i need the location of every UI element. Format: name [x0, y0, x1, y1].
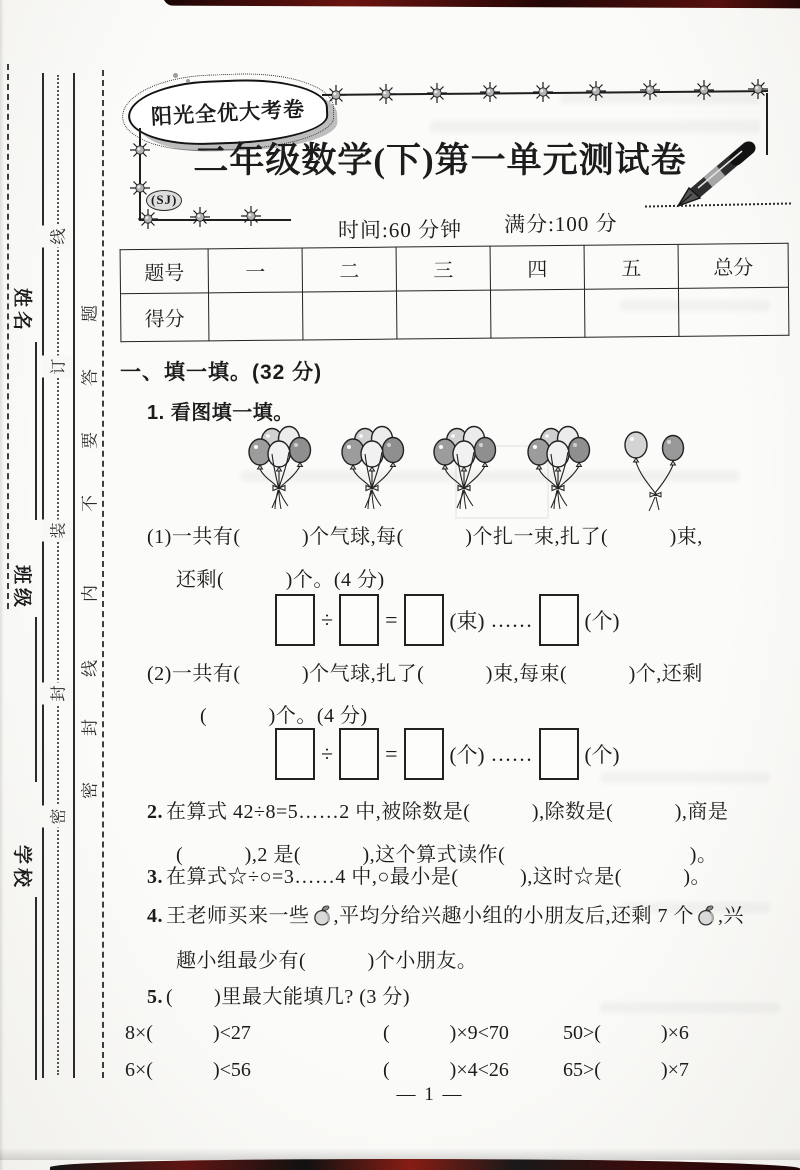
spark-star-icon: [241, 206, 261, 226]
score-table-header: 四: [490, 245, 584, 290]
question-3-text: 在算式☆÷○=3……4 中,○最小是( ),这时☆是( )。: [166, 866, 712, 888]
page-title: 二年级数学(下)第一单元测试卷: [193, 141, 687, 180]
score-cell[interactable]: [490, 289, 584, 338]
score-cell[interactable]: [584, 288, 678, 337]
seal-line-character: 封: [80, 719, 100, 736]
pen-illustration: [648, 138, 793, 210]
score-cell[interactable]: [302, 291, 396, 340]
spark-star-icon: [748, 79, 768, 99]
student-class-blank-line[interactable]: [35, 617, 37, 782]
spark-star-icon: [376, 84, 396, 104]
binding-line-character: 装: [42, 520, 73, 542]
question-2-line-2: ( ),2 是( ),这个算式读作( )。: [176, 844, 718, 866]
question-3-number: 3.: [147, 866, 163, 888]
fill-expression: 50>( )×6: [563, 1022, 689, 1044]
spark-star-icon: [190, 207, 210, 227]
binding-line-character: 订: [42, 356, 73, 378]
question-1-part-2-line-1: (2)一共有( )个气球,扎了( )束,每束( )个,还剩: [147, 663, 703, 685]
question-2-text: 在算式 42÷8=5……2 中,被除数是( ),除数是( ),商是: [166, 801, 729, 823]
score-table-header: 总分: [678, 243, 788, 288]
unit-label: (个): [584, 743, 620, 767]
equals-sign: =: [385, 607, 398, 632]
question-4-text: ,兴: [718, 905, 744, 927]
spark-star-icon: [533, 82, 553, 102]
score-cell[interactable]: [396, 290, 490, 339]
balloon-bunch-illustration: [433, 424, 497, 512]
divide-sign: ÷: [321, 607, 334, 632]
score-table-header: 三: [396, 246, 490, 291]
ghost-smudge: [600, 1002, 780, 1013]
question-5-line-1: [147, 980, 410, 1009]
question-4-line-1: [147, 899, 744, 928]
badge-dot: [173, 73, 178, 78]
unit-label: (束): [449, 609, 485, 633]
scan-left-edge: [0, 0, 4, 1170]
badge-dot: [186, 79, 190, 83]
full-score-label: 满分:100 分: [503, 211, 618, 237]
brand-badge-label: 阳光全优大考卷: [150, 96, 306, 130]
seal-line-character: 要: [80, 432, 100, 449]
score-table-score-row: [120, 287, 788, 341]
edition-badge: (SJ): [146, 190, 182, 211]
answer-box[interactable]: [275, 728, 315, 780]
question-3-line-1: [147, 860, 711, 889]
fill-expression: ( )×9<70: [383, 1022, 509, 1044]
student-school-blank-line[interactable]: [35, 897, 37, 1080]
time-limit-label: 时间:60 分钟: [337, 217, 463, 243]
binding-line-character: 封: [42, 683, 73, 705]
apple-icon: [695, 904, 717, 926]
spark-star-icon: [138, 209, 158, 229]
unit-label: (个): [584, 609, 620, 633]
seal-dashed-line: [102, 70, 104, 1078]
star-chain-line: [139, 219, 291, 221]
student-school-label: 学校: [11, 845, 32, 892]
seal-line-character: 不: [80, 495, 100, 512]
spark-star-icon: [427, 83, 447, 103]
question-2-line-1: [147, 795, 728, 824]
question-2-number: 2.: [147, 801, 163, 823]
binding-line-character: 线: [42, 226, 73, 248]
answer-box[interactable]: [404, 594, 444, 646]
fill-expression: 6×( )<56: [125, 1059, 251, 1081]
fill-expression: ( )×4<26: [383, 1059, 509, 1081]
question-5-number: 5.: [147, 986, 163, 1008]
section-one-heading: 一、填一填。(32 分): [120, 361, 323, 384]
equals-sign: =: [385, 741, 398, 766]
answer-box[interactable]: [339, 728, 379, 780]
student-name-blank-line[interactable]: [35, 342, 37, 520]
division-equation-1: [275, 594, 620, 646]
spark-star-icon: [480, 82, 500, 102]
question-1-part-1-line-1: (1)一共有( )个气球,每( )个扎一束,扎了( )束,: [147, 526, 703, 548]
seal-line-character: 线: [80, 660, 100, 677]
divide-sign: ÷: [321, 741, 334, 766]
score-table-header: 五: [584, 244, 678, 289]
spark-star-icon: [694, 80, 714, 100]
answer-box[interactable]: [275, 594, 315, 646]
remainder-dots: ……: [490, 607, 533, 632]
binding-line-character: 密: [42, 806, 73, 828]
score-cell[interactable]: [678, 287, 788, 336]
spark-star-icon: [130, 140, 150, 160]
balloon-bunch-illustration: [527, 424, 591, 512]
spark-star-icon: [640, 80, 660, 100]
page-edge-dashed-line: [7, 64, 9, 609]
question-4-text: 王老师买来一些: [166, 905, 310, 927]
division-equation-2: [275, 728, 620, 780]
question-1-number: 1.: [147, 402, 165, 424]
spark-star-icon: [586, 81, 606, 101]
score-table: [120, 243, 790, 342]
fill-expression: 65>( )×7: [563, 1059, 689, 1081]
scan-top-edge: [163, 0, 800, 8]
spark-star-icon: [326, 85, 346, 105]
fill-expression: 8×( )<27: [125, 1022, 251, 1044]
ghost-smudge: [600, 772, 770, 783]
student-name-label: 姓名: [11, 288, 32, 335]
question-1-label: [147, 396, 294, 425]
binding-rule-line: [42, 73, 44, 1078]
seal-line-character: 密: [80, 782, 100, 799]
answer-box[interactable]: [404, 728, 444, 780]
page-number: — 1 —: [396, 1084, 464, 1105]
score-table-header: 二: [302, 247, 396, 292]
question-5-text: ( )里最大能填几? (3 分): [166, 986, 411, 1008]
answer-box[interactable]: [539, 728, 579, 780]
score-row-label: 得分: [120, 293, 208, 342]
score-table-header-row: [120, 243, 788, 293]
question-1-part-2-line-2: ( )个。(4 分): [200, 705, 368, 727]
balloon-pair-illustration: [618, 428, 694, 514]
question-1-part-1-line-2: 还剩( )个。(4 分): [176, 569, 385, 591]
question-1-text: 看图填一填。: [170, 402, 294, 424]
question-4-text: ,平均分给兴趣小组的小朋友后,还剩 7 个: [333, 905, 694, 927]
score-table-header: 题号: [120, 249, 208, 294]
answer-box[interactable]: [339, 594, 379, 646]
unit-label: (个): [449, 743, 485, 767]
answer-box[interactable]: [539, 594, 579, 646]
balloon-bunch-illustration: [248, 424, 312, 512]
seal-line-character: 答: [80, 369, 100, 386]
seal-rule-line: [73, 73, 75, 1078]
score-cell[interactable]: [208, 292, 302, 341]
question-4-line-2: 趣小组最少有( )个小朋友。: [176, 950, 478, 972]
apple-icon: [311, 904, 333, 926]
spark-star-icon: [130, 178, 150, 198]
student-class-label: 班级: [11, 565, 32, 612]
remainder-dots: ……: [490, 741, 533, 766]
score-table-header: 一: [208, 248, 302, 293]
ghost-smudge: [430, 120, 760, 133]
seal-line-character: 题: [80, 305, 100, 322]
balloon-bunch-illustration: [341, 424, 405, 512]
question-4-number: 4.: [147, 905, 163, 927]
seal-line-character: 内: [80, 585, 100, 602]
